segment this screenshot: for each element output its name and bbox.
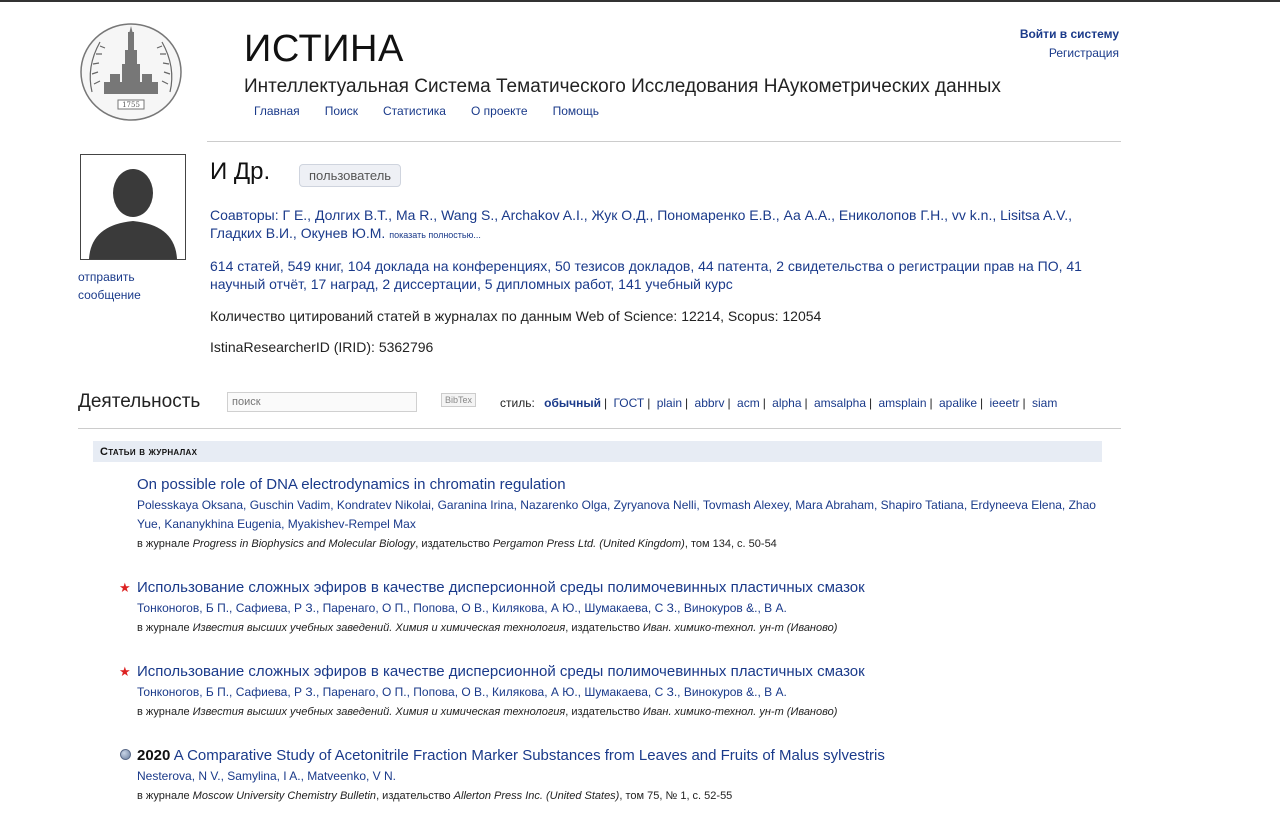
publisher-name[interactable]: Allerton Press Inc. (United States): [453, 790, 620, 802]
publication-journal-line: в журнале Moscow University Chemistry Bulletin, издательство Allerton Press Inc. (United States), том 75, № 1, с. 52-55: [137, 790, 733, 802]
role-badge: пользователь: [299, 164, 401, 187]
style-option-regular[interactable]: обычный: [544, 396, 601, 410]
publication-year: 2020: [137, 747, 171, 764]
nav-item-help[interactable]: Помощь: [552, 104, 599, 118]
style-option-amsplain[interactable]: amsplain: [878, 396, 927, 410]
publication-item: [137, 579, 1097, 636]
coauthors: [210, 206, 1125, 244]
journal-name[interactable]: Moscow University Chemistry Bulletin: [192, 790, 377, 802]
researcher-id: IstinaResearcherID (IRID): 5362796: [210, 339, 434, 355]
publication-item: [137, 663, 1097, 720]
top-border: [0, 0, 1280, 2]
publication-item: [137, 747, 1097, 804]
style-option-abbrv[interactable]: abbrv: [694, 396, 725, 410]
star-icon: ★: [119, 664, 131, 679]
section-header-journal-articles[interactable]: [93, 441, 1102, 462]
publication-title[interactable]: Использование сложных эфиров в качестве дисперсионной среды полимочевинных пластичных смазок: [137, 663, 865, 680]
nav-item-search[interactable]: Поиск: [324, 104, 358, 118]
round-bullet-icon: [120, 749, 131, 760]
journal-name[interactable]: Известия высших учебных заведений. Химия и химическая технология: [192, 622, 566, 634]
user-name: И Др.: [210, 158, 271, 185]
style-option-alpha[interactable]: alpha: [772, 396, 802, 410]
publisher-name[interactable]: Pergamon Press Ltd. (United Kingdom): [492, 538, 685, 550]
show-all-coauthors-link[interactable]: показать полностью...: [389, 230, 481, 240]
publication-authors[interactable]: Тонконогов, Б П., Сафиева, Р З., Паренаго, О П., Попова, О В., Килякова, А Ю., Шумакаева, С З., Винокуров &., В А.: [137, 685, 787, 699]
publication-title[interactable]: A Comparative Study of Acetonitrile Fraction Marker Substances from Leaves and Fruits of Malus sylvestris: [173, 747, 885, 764]
journal-name[interactable]: Известия высших учебных заведений. Химия и химическая технология: [192, 706, 566, 718]
nav-item-about[interactable]: О проекте: [470, 104, 528, 118]
activity-divider: [78, 428, 1121, 429]
journal-name[interactable]: Progress in Biophysics and Molecular Biology: [192, 538, 416, 550]
publication-authors[interactable]: Nesterova, N V., Samylina, I A., Matveenko, V N.: [137, 769, 397, 783]
publication-title[interactable]: Использование сложных эфиров в качестве дисперсионной среды полимочевинных пластичных смазок: [137, 579, 865, 596]
auth-links: [1020, 25, 1119, 63]
main-nav: [254, 104, 599, 118]
msu-logo[interactable]: [78, 22, 184, 122]
send-message-link[interactable]: отправить сообщение: [78, 270, 141, 302]
register-link[interactable]: Регистрация: [1048, 46, 1119, 60]
publication-authors[interactable]: Polesskaya Oksana, Guschin Vadim, Kondratev Nikolai, Garanina Irina, Nazarenko Olga, Zyryanova Nelli, Tovmash Alexey, Mara Abraham, Shapiro Tatiana, Erdyneeva Elena, Zhao Yue, Kananykhina Eugenia, Myakishev-Rempel Max: [137, 498, 1096, 531]
style-option-ieeetr[interactable]: ieeetr: [989, 396, 1020, 410]
style-option-plain[interactable]: plain: [656, 396, 683, 410]
publication-title[interactable]: On possible role of DNA electrodynamics in chromatin regulation: [137, 476, 566, 493]
activity-search-input[interactable]: [227, 392, 417, 412]
publication-journal-line: в журнале Известия высших учебных заведений. Химия и химическая технология, издательство Иван. химико-технол. ун-т (Иваново): [137, 706, 838, 718]
nav-item-home[interactable]: Главная: [254, 104, 300, 118]
style-option-siam[interactable]: siam: [1032, 396, 1058, 410]
star-icon: ★: [119, 580, 131, 595]
nav-item-statistics[interactable]: Статистика: [382, 104, 446, 118]
activity-title: Деятельность: [78, 391, 201, 412]
login-link[interactable]: Войти в систему: [1019, 27, 1119, 41]
publication-authors[interactable]: Тонконогов, Б П., Сафиева, Р З., Паренаго, О П., Попова, О В., Килякова, А Ю., Шумакаева, С З., Винокуров &., В А.: [137, 601, 787, 615]
style-option-gost[interactable]: ГОСТ: [613, 396, 645, 410]
section-title: Статьи в журналах: [100, 446, 198, 458]
publications-summary[interactable]: 614 статей, 549 книг, 104 доклада на конференциях, 50 тезисов докладов, 44 патента, 2 свидетельства о регистрации прав на ПО, 41 научный отчёт, 17 наград, 2 диссертации, 5 дипломных работ, 141 учебный курс: [210, 258, 1082, 292]
style-option-apalike[interactable]: apalike: [939, 396, 978, 410]
citations-count: Количество цитирований статей в журналах по данным Web of Science: 12214, Scopus: 12054: [210, 308, 822, 324]
coauthors-text[interactable]: Соавторы: Г Е., Долгих В.Т., Ma R., Wang S., Archakov A.I., Жук О.Д., Пономаренко Е.В., Аа А.А., Ениколопов Г.Н., vv k.n., Lisitsa A.V., Гладких В.И., Окунев Ю.М.: [210, 207, 1072, 241]
publication-journal-line: в журнале Известия высших учебных заведений. Химия и химическая технология, издательство Иван. химико-технол. ун-т (Иваново): [137, 622, 838, 634]
style-option-amsalpha[interactable]: amsalpha: [814, 396, 867, 410]
person-silhouette-icon: [81, 155, 185, 259]
citation-style-selector: стиль: обычный | ГОСТ | plain | abbrv | acm | alpha | amsalpha | amsplain | apalike | ieeetr | siam: [500, 396, 1058, 410]
avatar: [80, 154, 186, 260]
header-divider: [207, 141, 1121, 142]
logo-year: 1755: [122, 101, 140, 109]
bibtex-button[interactable]: BibTex: [441, 393, 476, 407]
style-option-acm[interactable]: acm: [737, 396, 760, 410]
site-subtitle: Интеллектуальная Система Тематического Исследования НАукометрических данных: [244, 76, 1001, 97]
publisher-name[interactable]: Иван. химико-технол. ун-т (Иваново): [642, 622, 838, 634]
publication-journal-line: в журнале Progress in Biophysics and Molecular Biology, издательство Pergamon Press Ltd. (United Kingdom), том 134, с. 50-54: [137, 538, 777, 550]
publication-item: [137, 476, 1097, 552]
style-label: стиль:: [500, 396, 535, 410]
site-title: ИСТИНА: [244, 28, 404, 70]
publisher-name[interactable]: Иван. химико-технол. ун-т (Иваново): [642, 706, 838, 718]
